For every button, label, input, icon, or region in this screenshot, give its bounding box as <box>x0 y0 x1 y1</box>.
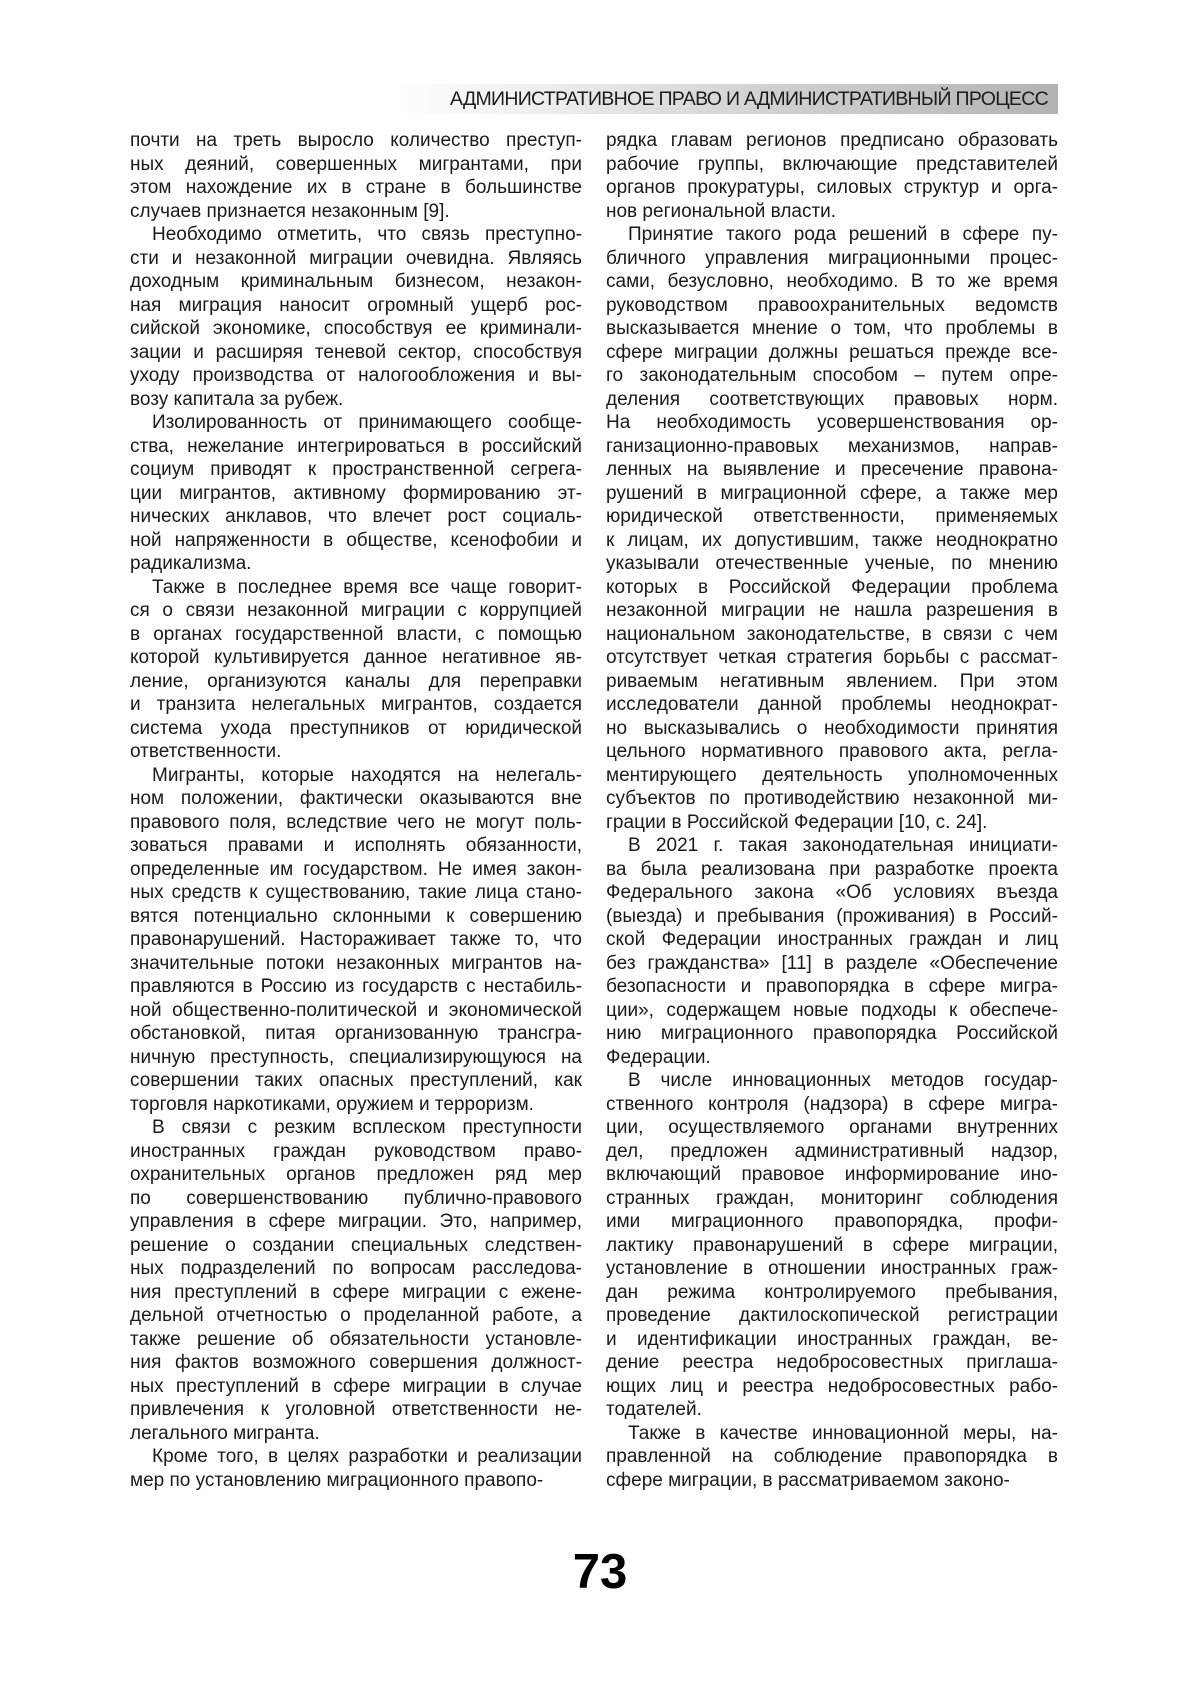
text-line: Также в качестве инновационной меры, на- <box>628 1422 1058 1444</box>
text-line: ленных на выявление и пресечение правона- <box>606 459 1058 480</box>
text-line: ганизационно-правовых механизмов, направ- <box>606 435 1058 457</box>
text-line: руководством правоохранительных ведомств <box>606 294 1058 316</box>
text-line: но высказывались о необходимости принятия <box>606 717 1058 739</box>
text-line: этом нахождение их в стране в большинстве <box>130 177 582 198</box>
column-left <box>130 129 582 1492</box>
text-line: Федерации. <box>606 1046 711 1068</box>
paragraph <box>130 223 582 411</box>
text-line: ответственности. <box>130 741 282 762</box>
article-body <box>130 129 1058 1492</box>
paragraph <box>606 223 1058 834</box>
text-line: отсутствует четкая стратегия борьбы с рассмат- <box>606 647 1058 668</box>
paragraph <box>130 1445 582 1492</box>
text-line: ния фактов возможного совершения должност- <box>130 1352 582 1373</box>
text-line: лактику правонарушений в сфере миграции, <box>606 1234 1058 1256</box>
text-line: сфере миграции, в рассматриваемом законо- <box>606 1469 1010 1491</box>
column-right <box>606 129 1058 1492</box>
text-line: дение реестра недобросовестных приглаша- <box>606 1352 1058 1373</box>
text-line: охранительных органов предложен ряд мер <box>130 1164 582 1185</box>
text-line: в органах государственной власти, с помощью <box>130 623 582 645</box>
text-line: правляются в Россию из государств с нестабиль- <box>130 976 582 997</box>
text-line: и идентификации иностранных граждан, ве- <box>606 1328 1058 1350</box>
text-line: ничную преступность, специализирующуюся на <box>130 1046 582 1068</box>
section-header: АДМИНИСТРАТИВНОЕ ПРАВО И АДМИНИСТРАТИВНЫЙ ПРОЦЕСС <box>390 84 1058 114</box>
text-line: ции», содержащем новые подходы к обеспече- <box>606 999 1058 1021</box>
page-number: 73 <box>572 1545 628 1599</box>
text-line: В числе инновационных методов государ- <box>628 1070 1058 1091</box>
text-line: ная миграция наносит огромный ущерб рос- <box>130 294 582 316</box>
text-line: случаев признается незаконным [9]. <box>130 200 450 222</box>
text-line: органов прокуратуры, силовых структур и орга- <box>606 177 1058 198</box>
text-line: Мигранты, которые находятся на нелегаль- <box>152 764 582 786</box>
text-line: сийской экономике, способствуя ее криминали- <box>130 318 582 339</box>
text-line: ление, организуются каналы для переправки <box>130 670 582 692</box>
text-line: ных преступлений в сфере миграции в случае <box>130 1375 582 1397</box>
text-line: почти на треть выросло количество преступ- <box>130 130 582 151</box>
text-line: правленной на соблюдение правопорядка в <box>606 1446 1058 1467</box>
text-line: Изолированность от принимающего сообще- <box>152 412 582 433</box>
text-line: нических анклавов, что влечет рост социаль- <box>130 506 582 527</box>
paragraph <box>130 1116 582 1445</box>
text-line: рядка главам регионов предписано образовать <box>606 130 1058 151</box>
text-line: ной напряженности в обществе, ксенофобии и <box>130 529 582 551</box>
paragraph <box>606 1422 1058 1493</box>
text-line: ции мигрантов, активному формированию эт- <box>130 482 582 504</box>
text-line: привлечения к уголовной ответственности не- <box>130 1399 582 1420</box>
text-line: ных средств к существованию, такие лица стано- <box>130 882 582 903</box>
text-line: социум приводят к пространственной сегрега- <box>130 459 582 480</box>
text-line: ном положении, фактически оказываются вне <box>130 788 582 809</box>
text-line: доходным криминальным бизнесом, незакон- <box>130 271 582 292</box>
text-line: Принятие такого рода решений в сфере пу- <box>628 224 1058 245</box>
text-line: высказывается мнение о том, что проблемы в <box>606 318 1058 339</box>
text-line: В связи с резким всплеском преступности <box>152 1117 582 1138</box>
text-line: дельной отчетностью о проделанной работе, а <box>130 1305 582 1326</box>
text-line: система ухода преступников от юридической <box>130 717 582 739</box>
text-line: включающий правовое информирование ино- <box>606 1164 1058 1185</box>
text-line: решение о создании специальных следствен- <box>130 1234 582 1256</box>
text-line: радикализма. <box>130 553 252 574</box>
text-line: ской Федерации иностранных граждан и лиц <box>606 929 1058 950</box>
text-line: бличного управления миграционными процес- <box>606 247 1058 269</box>
text-line: ных деяний, совершенных мигрантами, при <box>130 153 582 175</box>
paragraph <box>130 411 582 576</box>
text-line: к лицам, их допустившим, также неоднократно <box>606 529 1058 551</box>
text-line: иностранных граждан руководством право- <box>130 1140 582 1162</box>
text-line: возу капитала за рубеж. <box>130 388 344 410</box>
text-line: безопасности и правопорядка в сфере мигра- <box>606 976 1058 997</box>
text-line: ющих лиц и реестра недобросовестных рабо- <box>606 1375 1058 1397</box>
text-line: незаконной миграции не нашла разрешения в <box>606 600 1058 621</box>
text-line: ции, осуществляемого органами внутренних <box>606 1117 1058 1138</box>
text-line: определенные им государством. Не имея закон- <box>130 858 582 880</box>
text-line: без гражданства» [11] в разделе «Обеспечение <box>606 952 1058 974</box>
text-line: сфере миграции должны решаться прежде все- <box>606 341 1058 363</box>
text-line: исследователи данной проблемы неоднократ- <box>606 694 1058 715</box>
text-line: Также в последнее время все чаще говорит- <box>152 576 582 598</box>
text-line: обстановкой, питая организованную трансгра- <box>130 1023 582 1044</box>
text-line: го законодательным способом – путем опре- <box>606 365 1058 386</box>
text-line: Федерального закона «Об условиях въезда <box>606 882 1058 903</box>
text-line: нию миграционного правопорядка Российской <box>606 1023 1058 1044</box>
text-line: В 2021 г. такая законодательная инициати- <box>628 835 1058 856</box>
text-line: зации и расширяя теневой сектор, способствуя <box>130 341 582 363</box>
text-line: субъектов по противодействию незаконной ми- <box>606 788 1058 809</box>
text-line: ментирующего деятельность уполномоченных <box>606 764 1058 786</box>
text-line: легального мигранта. <box>130 1422 320 1444</box>
text-line: сами, безусловно, необходимо. В то же время <box>606 271 1058 292</box>
text-line: мер по установлению миграционного правопо- <box>130 1469 544 1491</box>
paragraph <box>130 129 582 223</box>
text-line: которых в Российской Федерации проблема <box>606 576 1058 598</box>
text-line: уходу производства от налогообложения и вы- <box>130 365 582 386</box>
text-line: значительные потоки незаконных мигрантов на- <box>130 952 582 974</box>
text-line: Кроме того, в целях разработки и реализации <box>152 1446 582 1467</box>
text-line: проведение дактилоскопической регистрации <box>606 1305 1058 1326</box>
text-line: ими миграционного правопорядка, профи- <box>606 1211 1058 1232</box>
text-line: вятся потенциально склонными к совершению <box>130 905 582 927</box>
paragraph <box>606 1069 1058 1422</box>
text-line: управления в сфере миграции. Это, например, <box>130 1211 582 1232</box>
text-line: Необходимо отметить, что связь преступно- <box>152 224 582 245</box>
text-line: тодателей. <box>606 1399 702 1420</box>
text-line: ных подразделений по вопросам расследова- <box>130 1258 582 1279</box>
text-line: установление в отношении иностранных граж- <box>606 1258 1058 1279</box>
text-line: ния преступлений в сфере миграции с ежене- <box>130 1281 582 1303</box>
text-line: дан режима контролируемого пребывания, <box>606 1281 1058 1303</box>
text-line: дел, предложен административный надзор, <box>606 1140 1058 1162</box>
text-line: рушений в миграционной сфере, а также мер <box>606 482 1058 504</box>
paragraph <box>606 834 1058 1069</box>
paragraph <box>606 129 1058 223</box>
text-line: деления соответствующих правовых норм. <box>606 388 1058 410</box>
text-line: ся о связи незаконной миграции с коррупцией <box>130 600 582 621</box>
text-line: по совершенствованию публично-правового <box>130 1187 582 1209</box>
text-line: ной общественно-политической и экономической <box>130 999 582 1021</box>
text-line: ва была реализована при разработке проекта <box>606 858 1058 880</box>
text-line: ственного контроля (надзора) в сфере мигра- <box>606 1093 1058 1115</box>
text-line: юридической ответственности, применяемых <box>606 506 1058 527</box>
paragraph <box>130 576 582 764</box>
paragraph <box>130 764 582 1117</box>
text-line: также решение об обязательности установле- <box>130 1328 582 1350</box>
text-line: которой культивируется данное негативное яв- <box>130 647 582 668</box>
text-line: торговля наркотиками, оружием и терроризм. <box>130 1093 534 1115</box>
text-line: риваемым негативным явлением. При этом <box>606 670 1058 692</box>
text-line: ства, нежелание интегрироваться в российский <box>130 435 582 457</box>
text-line: зоваться правами и исполнять обязанности, <box>130 835 582 856</box>
text-line: совершении таких опасных преступлений, как <box>130 1070 582 1091</box>
text-line: рабочие группы, включающие представителей <box>606 153 1058 175</box>
text-line: На необходимость усовершенствования ор- <box>606 412 1058 433</box>
text-line: (выезда) и пребывания (проживания) в Россий- <box>606 905 1058 927</box>
text-line: правового поля, вследствие чего не могут поль- <box>130 811 582 833</box>
text-line: странных граждан, мониторинг соблюдения <box>606 1187 1058 1209</box>
text-line: цельного нормативного правового акта, регла- <box>606 741 1058 762</box>
text-line: нов региональной власти. <box>606 200 837 222</box>
text-line: сти и незаконной миграции очевидна. Являясь <box>130 247 582 269</box>
text-line: национальном законодательстве, в связи с чем <box>606 623 1058 645</box>
text-line: указывали отечественные ученые, по мнению <box>606 553 1058 574</box>
text-line: правонарушений. Настораживает также то, что <box>130 929 582 950</box>
text-line: грации в Российской Федерации [10, с. 24]. <box>606 811 988 833</box>
text-line: и транзита нелегальных мигрантов, создается <box>130 694 582 715</box>
